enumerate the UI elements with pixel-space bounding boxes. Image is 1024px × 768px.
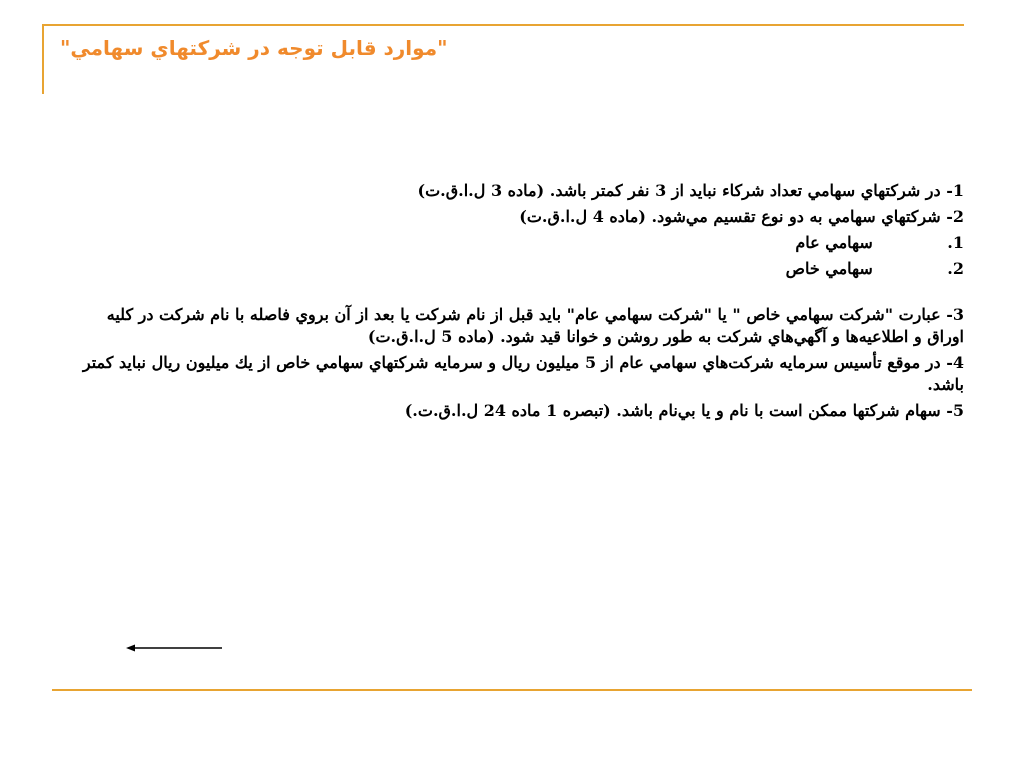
top-border-line <box>42 24 964 26</box>
subitem-2-number: 2. <box>947 259 964 278</box>
item-2: 2- شركتهاي سهامي به دو نوع تقسيم مي‌شود. (ماده 4 ل.ا.ق.ت) <box>519 207 964 226</box>
subitem-2 <box>68 258 964 280</box>
subitem-2-text: سهامي خاص <box>785 259 873 278</box>
item-1: 1- در شركتهاي سهامي تعداد شركاء نبايد از 3 نفر كمتر باشد. (ماده 3 ل.ا.ق.ت) <box>417 181 964 200</box>
back-arrow-icon[interactable] <box>126 640 226 656</box>
bottom-border-line <box>52 689 972 691</box>
item-4: 4- در موقع تأسيس سرمايه شركت‌هاي سهامي عام از 5 ميليون ريال و سرمايه شركتهاي سهامي خاص از يك ميليون ريال نبايد كمتر باشد. <box>82 353 964 394</box>
subitem-1 <box>68 232 964 254</box>
item-5: 5- سهام شركتها ممكن است با نام و يا بي‌نام باشد. (تبصره 1 ماده 24 ل.ا.ق.ت.) <box>404 401 964 420</box>
subitem-1-number: 1. <box>947 233 964 252</box>
item-3: 3- عبارت "شركت سهامي خاص " يا "شركت سهامي عام" بايد قبل از نام شركت يا بعد از آن بروي فاصله با نام شركت در كليه اوراق و اطلاعيه‌ها و آگهي‌هاي شركت به طور روشن و خوانا قيد شود. (ماده 5 ل.ا.ق.ت) <box>106 305 964 346</box>
subitem-1-text: سهامي عام <box>795 233 873 252</box>
slide-content <box>68 180 964 426</box>
left-border-line <box>42 24 44 94</box>
slide-title: "موارد قابل توجه در شركتهاي سهامي" <box>60 36 448 60</box>
spacer <box>68 284 964 304</box>
